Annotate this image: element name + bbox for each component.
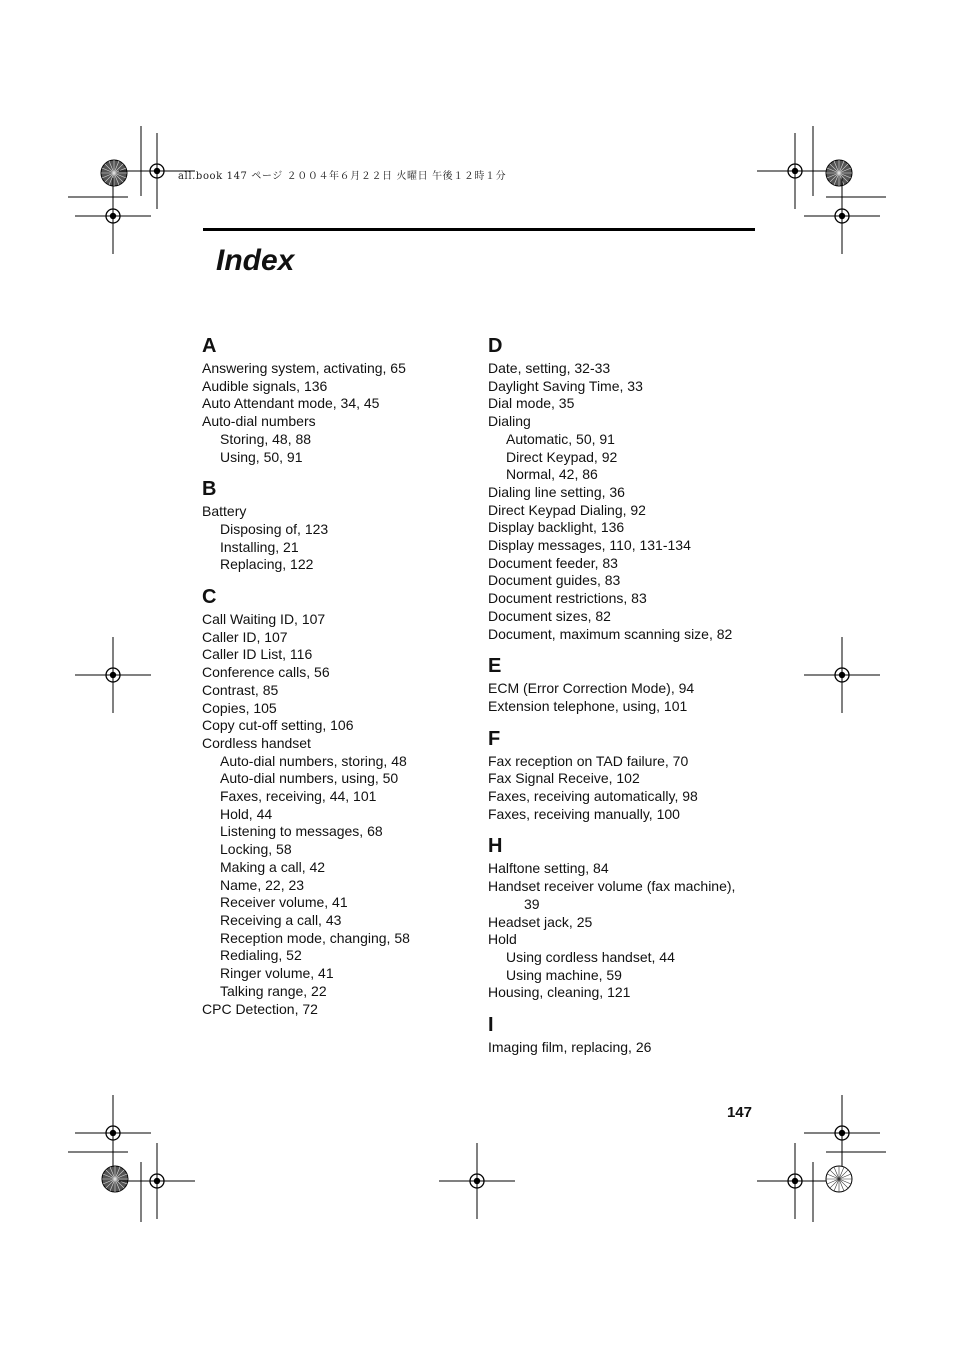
- index-entry: Copies, 105: [202, 699, 277, 716]
- index-section-e: [488, 654, 768, 715]
- index-entry: Extension telephone, using, 101: [488, 697, 688, 714]
- section-letter: I: [488, 1014, 494, 1037]
- index-section-b: [202, 477, 482, 574]
- section-letter: D: [488, 335, 503, 357]
- index-entry: Document feeder, 83: [488, 554, 618, 571]
- section-letter: B: [202, 478, 217, 501]
- index-entry: Headset jack, 25: [488, 913, 593, 930]
- index-subentry: Receiver volume, 41: [220, 894, 348, 911]
- index-entry: Battery: [202, 503, 247, 520]
- print-header-note: all.book 147 ページ ２００４年６月２２日 火曜日 午後１２時１分: [178, 171, 507, 182]
- index-section-i: [488, 1013, 768, 1057]
- index-entry: Display messages, 110, 131-134: [488, 537, 691, 554]
- index-entry: Answering system, activating, 65: [202, 360, 406, 376]
- index-entry: Contrast, 85: [202, 681, 279, 698]
- index-entry: Document, maximum scanning size, 82: [488, 625, 733, 642]
- index-entry: Auto Attendant mode, 34, 45: [202, 395, 380, 412]
- index-entry: Imaging film, replacing, 26: [488, 1039, 652, 1056]
- index-section-f: [488, 727, 768, 824]
- index-entry: Housing, cleaning, 121: [488, 984, 631, 1001]
- index-entry: Caller ID, 107: [202, 628, 288, 645]
- index-subentry: Disposing of, 123: [220, 520, 329, 537]
- index-entry: Display backlight, 136: [488, 519, 625, 536]
- index-entry: CPC Detection, 72: [202, 1000, 318, 1017]
- index-entry: Halftone setting, 84: [488, 860, 609, 877]
- index-entry: Audible signals, 136: [202, 377, 328, 394]
- index-entry: Fax reception on TAD failure, 70: [488, 752, 689, 769]
- index-subentry: Name, 22, 23: [220, 876, 305, 893]
- section-letter: A: [202, 335, 217, 357]
- index-entry: Caller ID List, 116: [202, 646, 313, 663]
- index-subentry: Listening to messages, 68: [220, 823, 383, 840]
- index-subentry: Normal, 42, 86: [506, 466, 598, 483]
- index-entry: ECM (Error Correction Mode), 94: [488, 680, 695, 697]
- section-letter: H: [488, 835, 503, 858]
- index-entry: Copy cut-off setting, 106: [202, 717, 354, 734]
- index-entry: Document sizes, 82: [488, 607, 611, 624]
- page-number: 147: [726, 1104, 752, 1121]
- index-subentry: Automatic, 50, 91: [506, 430, 615, 447]
- index-subentry: Ringer volume, 41: [220, 965, 334, 982]
- section-letter: E: [488, 655, 502, 678]
- index-entry: Cordless handset: [202, 734, 311, 751]
- index-subentry: Auto-dial numbers, using, 50: [220, 770, 399, 787]
- index-subentry: Faxes, receiving, 44, 101: [220, 788, 377, 805]
- index-subentry: Installing, 21: [220, 538, 299, 555]
- index-entry: Document guides, 83: [488, 572, 621, 589]
- section-letter: C: [202, 586, 217, 609]
- title-rule: [203, 228, 755, 231]
- index-entry: Faxes, receiving manually, 100: [488, 805, 680, 822]
- index-subentry: 39: [524, 895, 540, 912]
- index-subentry: Locking, 58: [220, 841, 292, 858]
- index-subentry: Reception mode, changing, 58: [220, 929, 410, 946]
- index-entry: Handset receiver volume (fax machine),: [488, 878, 736, 895]
- index-subentry: Making a call, 42: [220, 858, 326, 875]
- index-entry: Hold: [488, 931, 517, 948]
- index-section-c: [202, 585, 482, 1018]
- index-entry: Daylight Saving Time, 33: [488, 377, 643, 394]
- section-letter: F: [488, 727, 501, 750]
- index-entry: Dial mode, 35: [488, 395, 575, 412]
- index-entry: Conference calls, 56: [202, 664, 330, 681]
- index-entry: Fax Signal Receive, 102: [488, 770, 640, 787]
- index-entry: Document restrictions, 83: [488, 590, 647, 607]
- index-subentry: Storing, 48, 88: [220, 430, 312, 447]
- index-entry: Auto-dial numbers: [202, 413, 316, 430]
- index-subentry: Replacing, 122: [220, 556, 314, 573]
- index-entry: Call Waiting ID, 107: [202, 611, 326, 628]
- index-subentry: Using machine, 59: [506, 966, 622, 983]
- index-column-right: [488, 334, 768, 1057]
- index-subentry: Talking range, 22: [220, 982, 327, 999]
- index-subentry: Auto-dial numbers, storing, 48: [220, 752, 407, 769]
- index-subentry: Using, 50, 91: [220, 448, 303, 465]
- index-entry: Dialing line setting, 36: [488, 483, 625, 500]
- index-subentry: Hold, 44: [220, 805, 273, 822]
- index-subentry: Using cordless handset, 44: [506, 948, 675, 965]
- index-entry: Dialing: [488, 413, 531, 430]
- page-title: Index: [216, 244, 295, 277]
- index-entry: Direct Keypad Dialing, 92: [488, 501, 646, 518]
- index-entry: Date, setting, 32-33: [488, 360, 611, 376]
- index-column-left: [202, 334, 482, 1018]
- index-subentry: Direct Keypad, 92: [506, 448, 618, 465]
- index-subentry: Redialing, 52: [220, 947, 302, 964]
- index-section-h: [488, 834, 768, 1002]
- index-section-a: [202, 334, 482, 466]
- index-section-d: [488, 334, 768, 643]
- index-entry: Faxes, receiving automatically, 98: [488, 788, 698, 805]
- index-subentry: Receiving a call, 43: [220, 911, 342, 928]
